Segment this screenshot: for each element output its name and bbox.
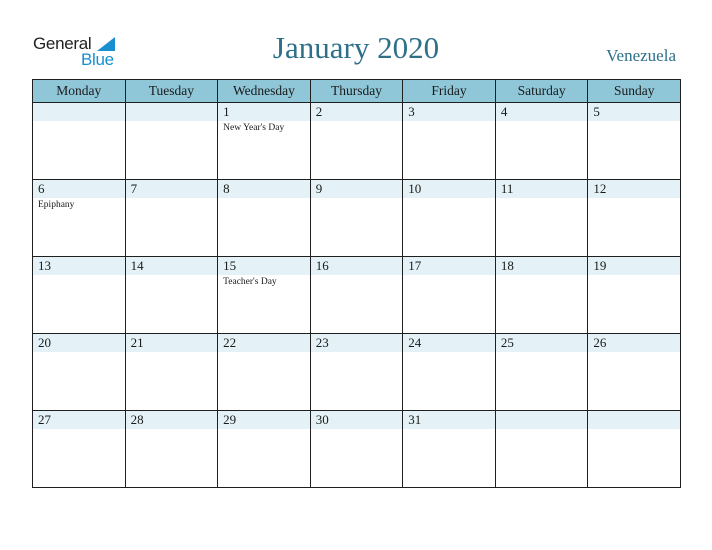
week-row: [33, 180, 681, 257]
weekday-header: Thursday: [310, 80, 403, 103]
day-cell: [310, 103, 403, 180]
week-row: [33, 103, 681, 180]
day-number: 21: [130, 335, 144, 350]
day-cell: [125, 257, 218, 334]
day-number: 22: [223, 335, 237, 350]
day-number: 17: [408, 258, 422, 273]
day-number: 9: [315, 181, 323, 196]
day-number: 26: [593, 335, 607, 350]
day-number: 14: [130, 258, 144, 273]
day-cell: [218, 411, 311, 488]
date-band: [496, 103, 588, 121]
day-cell: [125, 103, 218, 180]
day-cell: [495, 103, 588, 180]
day-cell: [218, 180, 311, 257]
weekday-header: Monday: [33, 80, 126, 103]
day-cell: [495, 180, 588, 257]
week-row: [33, 257, 681, 334]
day-number: 20: [38, 335, 51, 350]
date-band: [588, 411, 680, 429]
day-cell: [33, 103, 126, 180]
day-number: 8: [223, 181, 230, 196]
day-cell: [310, 180, 403, 257]
holiday-label: Epiphany: [38, 200, 75, 210]
logo-general-text: General: [33, 34, 92, 53]
day-number: 29: [223, 412, 237, 427]
day-number: 13: [38, 258, 51, 273]
day-number: 31: [408, 412, 422, 427]
calendar-title: January 2020: [272, 30, 440, 65]
day-number: 12: [593, 181, 607, 196]
weekday-header-row: [33, 80, 681, 103]
day-cell: [403, 257, 496, 334]
day-cell: [403, 180, 496, 257]
date-band: [218, 103, 310, 121]
day-number: 24: [408, 335, 422, 350]
day-number: 30: [315, 412, 329, 427]
holiday-label: New Year's Day: [223, 123, 285, 133]
day-cell: [125, 334, 218, 411]
day-number: 18: [500, 258, 514, 273]
day-number: 7: [130, 181, 138, 196]
date-band: [218, 180, 310, 198]
date-band: [588, 103, 680, 121]
day-cell: [125, 411, 218, 488]
day-cell: [588, 180, 681, 257]
day-cell: [33, 257, 126, 334]
day-number: 4: [500, 104, 508, 119]
day-cell: [495, 257, 588, 334]
day-cell: [588, 257, 681, 334]
day-cell: [218, 103, 311, 180]
calendar-grid: [32, 79, 681, 488]
day-cell: [403, 103, 496, 180]
holiday-label: Teacher's Day: [223, 277, 277, 287]
logo-blue-text: Blue: [81, 50, 114, 69]
day-number: 15: [223, 258, 237, 273]
calendar-body: [33, 103, 681, 488]
day-number: 3: [408, 104, 415, 119]
day-cell: [33, 334, 126, 411]
date-band: [33, 180, 125, 198]
day-cell: [310, 411, 403, 488]
day-cell: [588, 103, 681, 180]
day-number: 6: [38, 181, 45, 196]
day-cell: [403, 334, 496, 411]
weekday-header: Sunday: [588, 80, 681, 103]
day-number: 25: [500, 335, 514, 350]
weekday-header: Wednesday: [218, 80, 311, 103]
day-number: 10: [408, 181, 422, 196]
week-row: [33, 411, 681, 488]
day-cell: [33, 411, 126, 488]
week-row: [33, 334, 681, 411]
date-band: [496, 411, 588, 429]
weekday-header: Saturday: [495, 80, 588, 103]
day-cell: [310, 257, 403, 334]
day-number: 2: [315, 104, 323, 119]
date-band: [126, 103, 218, 121]
day-cell: [495, 411, 588, 488]
day-number: 19: [593, 258, 607, 273]
day-cell: [33, 180, 126, 257]
date-band: [403, 103, 495, 121]
country-label: Venezuela: [606, 46, 676, 65]
day-number: 27: [38, 412, 51, 427]
day-number: 5: [593, 104, 600, 119]
day-cell: [588, 411, 681, 488]
date-band: [311, 103, 403, 121]
weekday-header: Tuesday: [125, 80, 218, 103]
weekday-header: Friday: [403, 80, 496, 103]
day-number: 16: [315, 258, 329, 273]
day-cell: [125, 180, 218, 257]
day-cell: [495, 334, 588, 411]
day-number: 1: [223, 104, 230, 119]
day-cell: [403, 411, 496, 488]
day-number: 11: [500, 181, 514, 196]
date-band: [126, 180, 218, 198]
day-cell: [218, 334, 311, 411]
day-number: 28: [130, 412, 144, 427]
date-band: [311, 180, 403, 198]
date-band: [33, 103, 125, 121]
day-cell: [218, 257, 311, 334]
day-number: 23: [315, 335, 329, 350]
day-cell: [588, 334, 681, 411]
day-cell: [310, 334, 403, 411]
